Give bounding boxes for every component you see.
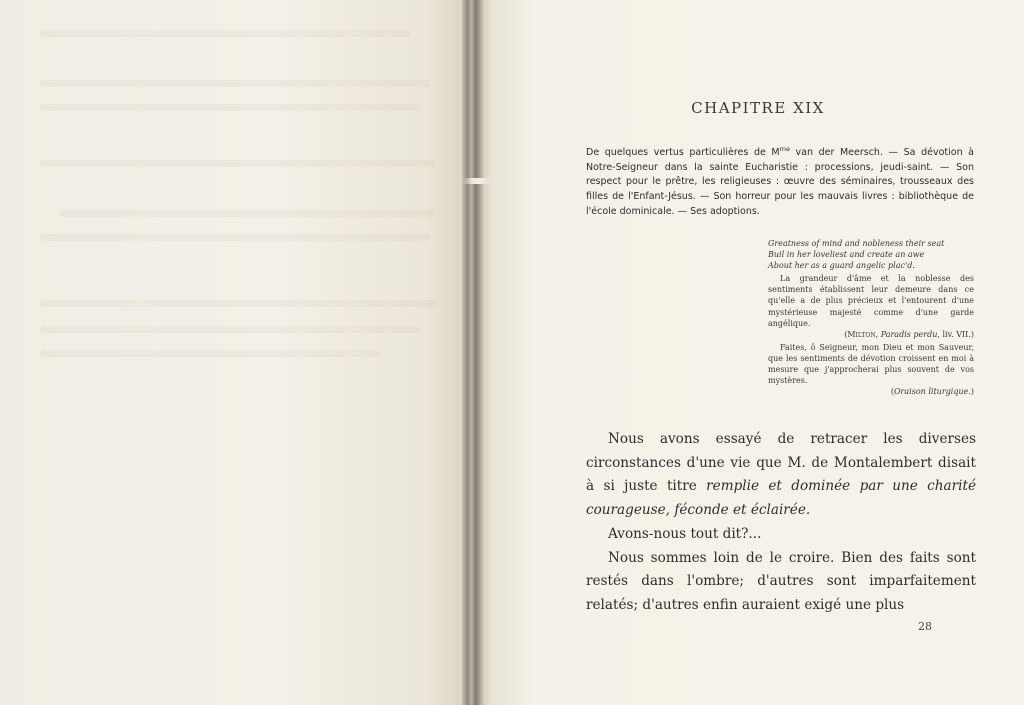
paragraph-text: Nous avons essayé de retracer les diverses circonstances d'une vie que M. de Montalembert disait à si juste titre <box>586 431 976 495</box>
summary-text-rest: van der Meersch. — Sa dévotion à Notre-Seigneur dans la sainte Eucharistie : processions, jeudi-saint. — Son respect pour le prêtre, les religieuses : œuvre des séminaires, trousseaux des filles de l'Enfant-Jésus. — Son horreur pour les mauvais livres : bibliothèque de l'école dominicale. — Ses adoptions. <box>586 147 974 217</box>
chapter-summary <box>586 142 974 219</box>
show-through-line <box>40 350 380 357</box>
body-paragraph <box>586 428 976 523</box>
summary-superscript: me <box>779 145 790 153</box>
citation-author: Milton <box>847 329 876 339</box>
left-page <box>0 0 462 705</box>
show-through-line <box>40 104 420 111</box>
show-through-line <box>40 326 420 333</box>
show-through-line <box>40 300 435 307</box>
chapter-title: CHAPITRE XIX <box>691 99 825 117</box>
paragraph-italic-quote: remplie et dominée par une charité courageuse, féconde et éclairée. <box>586 478 976 519</box>
right-page <box>492 0 1024 705</box>
book-spine <box>462 0 492 705</box>
body-paragraph: Nous sommes loin de le croire. Bien des faits sont restés dans l'ombre; d'autres sont imparfaitement relatés; d'autres enfin auraient exigé une plus <box>586 549 976 613</box>
show-through-line <box>60 210 435 217</box>
epigraph-translation: La grandeur d'âme et la noblesse des sentiments établissent leur demeure dans ce qu'elle a de plus précieux et l'entourent d'une mystérieuse majesté comme d'une garde angélique. <box>768 274 974 328</box>
epigraph <box>768 238 974 397</box>
epigraph-verse-line: About her as a guard angelic plac'd. <box>768 261 915 271</box>
citation-work: Paradis perdu <box>880 329 938 339</box>
epigraph-verse-line: Greatness of mind and nobleness their seat <box>768 239 945 248</box>
prayer-source: Oraison liturgique. <box>894 387 971 397</box>
epigraph-prayer: Faites, ô Seigneur, mon Dieu et mon Sauveur, que les sentiments de dévotion croissent en moi à mesure que j'approcherai plus souvent de vos mystères. <box>768 342 974 386</box>
epigraph-citation: (Milton, Paradis perdu, liv. VII.) <box>844 329 974 339</box>
page-number: 28 <box>918 620 932 633</box>
body-text <box>586 428 976 618</box>
body-paragraph: Avons-nous tout dit?... <box>608 525 762 542</box>
show-through-line <box>40 80 430 87</box>
show-through-line <box>40 30 410 37</box>
show-through-line <box>40 160 435 167</box>
prayer-citation: (Oraison liturgique.) <box>890 387 974 397</box>
binding-thread <box>462 178 492 184</box>
citation-book: liv. VII. <box>942 329 971 339</box>
show-through-line <box>40 234 430 241</box>
epigraph-verse-line: Buil in her loveliest and create an awe <box>768 250 925 260</box>
summary-text-start: De quelques vertus particulières de M <box>586 147 780 159</box>
